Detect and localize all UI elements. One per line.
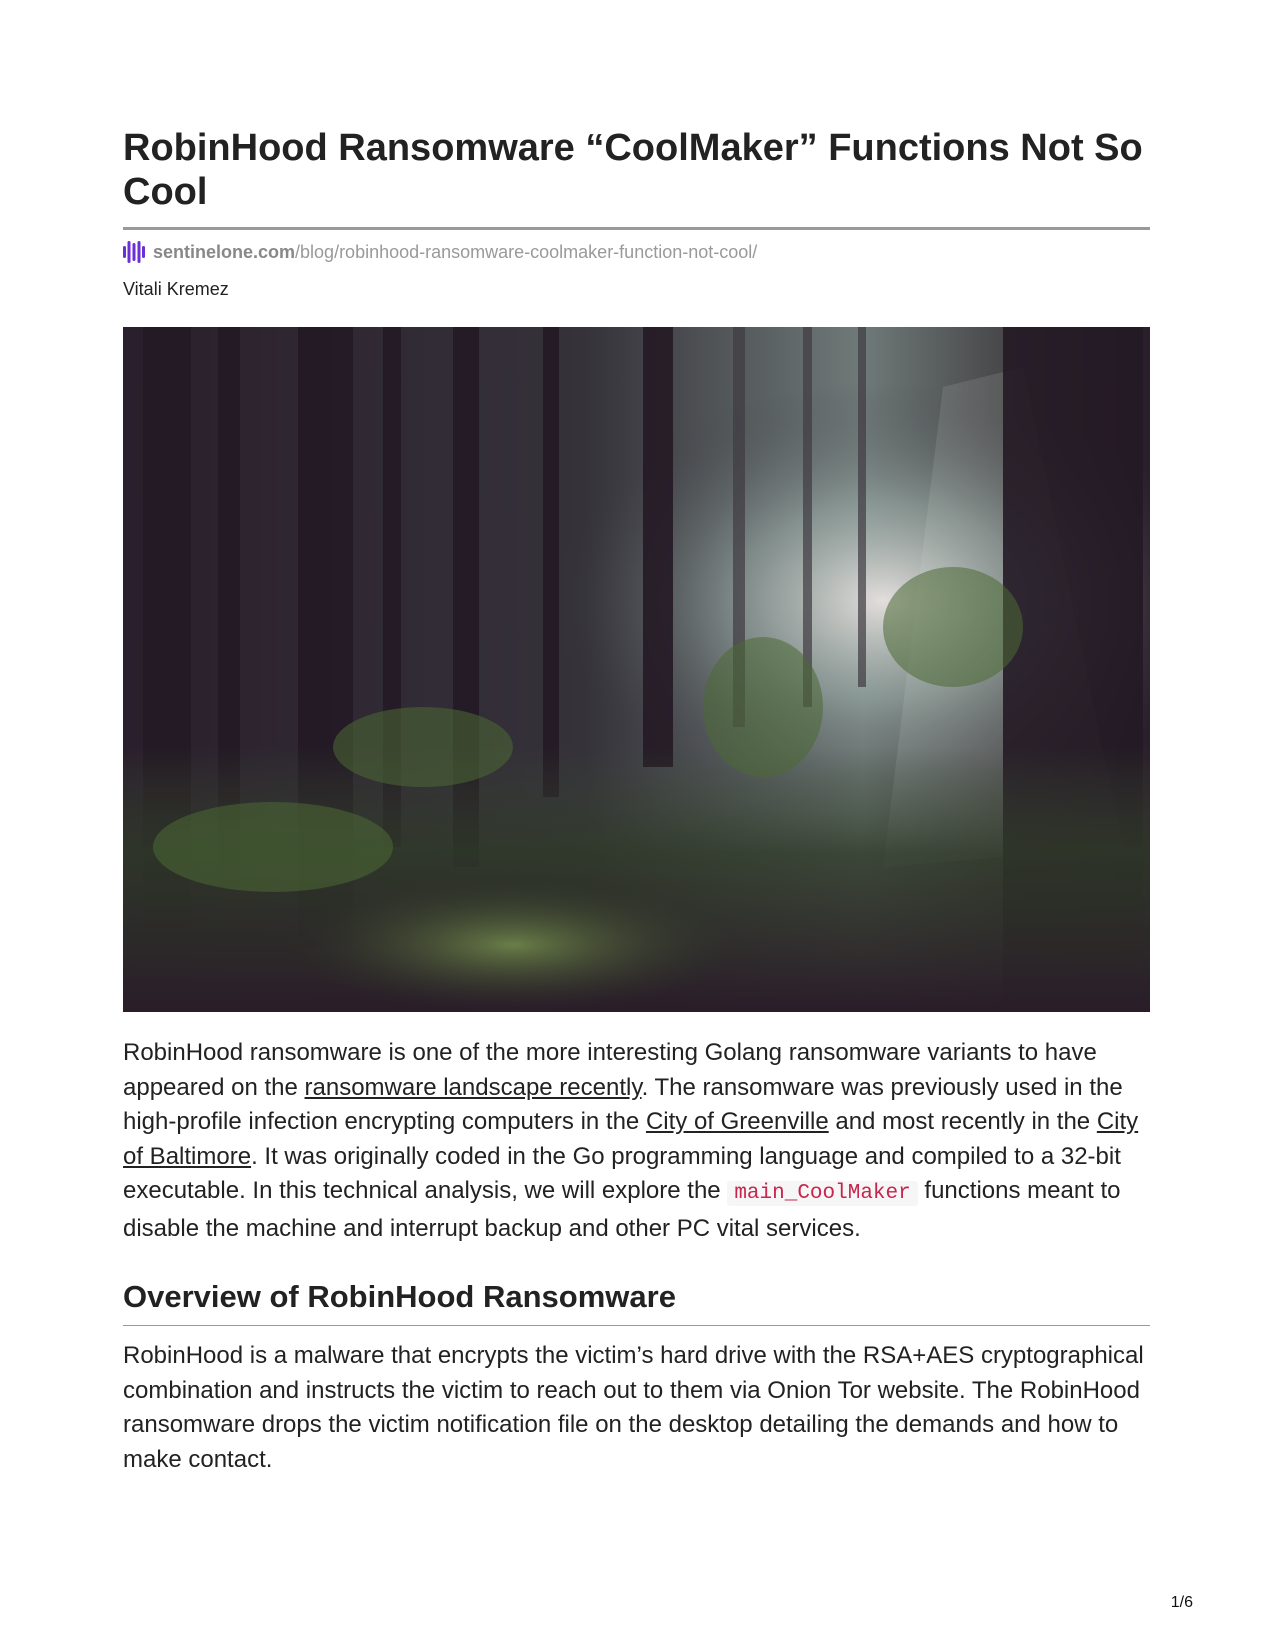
article-title: RobinHood Ransomware “CoolMaker” Functions Not So Cool	[123, 127, 1143, 213]
link-city-of-greenville[interactable]: City of Greenville	[645, 1108, 829, 1135]
section-divider	[123, 1325, 1150, 1326]
source-link[interactable]	[123, 240, 757, 264]
intro-text-1: RobinHood ransomware is one of the more interesting Golang ransomware variants to have appeared on the	[123, 1039, 1097, 1101]
link-city-of-baltimore[interactable]: City of Baltimore	[123, 1108, 1139, 1170]
overview-paragraph: RobinHood is a malware that encrypts the victim’s hard drive with the RSA+AES cryptographical combination and instructs the victim to reach out to them via Onion Tor website. The RobinHood ransomware drops the victim notification file on the desktop detailing the demands and how to make contact.	[123, 1342, 1144, 1473]
title-divider	[123, 227, 1150, 230]
author-name: Vitali Kremez	[123, 279, 229, 299]
page-number: 1/6	[1170, 1594, 1193, 1611]
intro-text-3: and most recently in the	[828, 1108, 1097, 1135]
intro-paragraph	[123, 1036, 1153, 1246]
link-ransomware-landscape[interactable]: ransomware landscape recently	[304, 1073, 642, 1101]
intro-text-4: . It was originally coded in the Go programming language and compiled to a 32-bit executable. In this technical analysis, we will explore the	[123, 1142, 1121, 1204]
intro-text-2: . The ransomware was previously used in the high-profile infection encrypting computers in the	[123, 1073, 1123, 1135]
intro-text-5: functions meant to disable the machine and interrupt backup and other PC vital services.	[123, 1177, 1121, 1242]
section-heading: Overview of RobinHood Ransomware	[123, 1279, 676, 1314]
inline-code-coolmaker: main_CoolMaker	[727, 1181, 917, 1206]
source-path: /blog/robinhood-ransomware-coolmaker-function-not-cool/	[295, 241, 758, 262]
source-domain: sentinelone.com	[153, 241, 296, 262]
hero-forest-image	[123, 327, 1150, 1012]
sentinelone-logo-icon	[123, 240, 145, 264]
